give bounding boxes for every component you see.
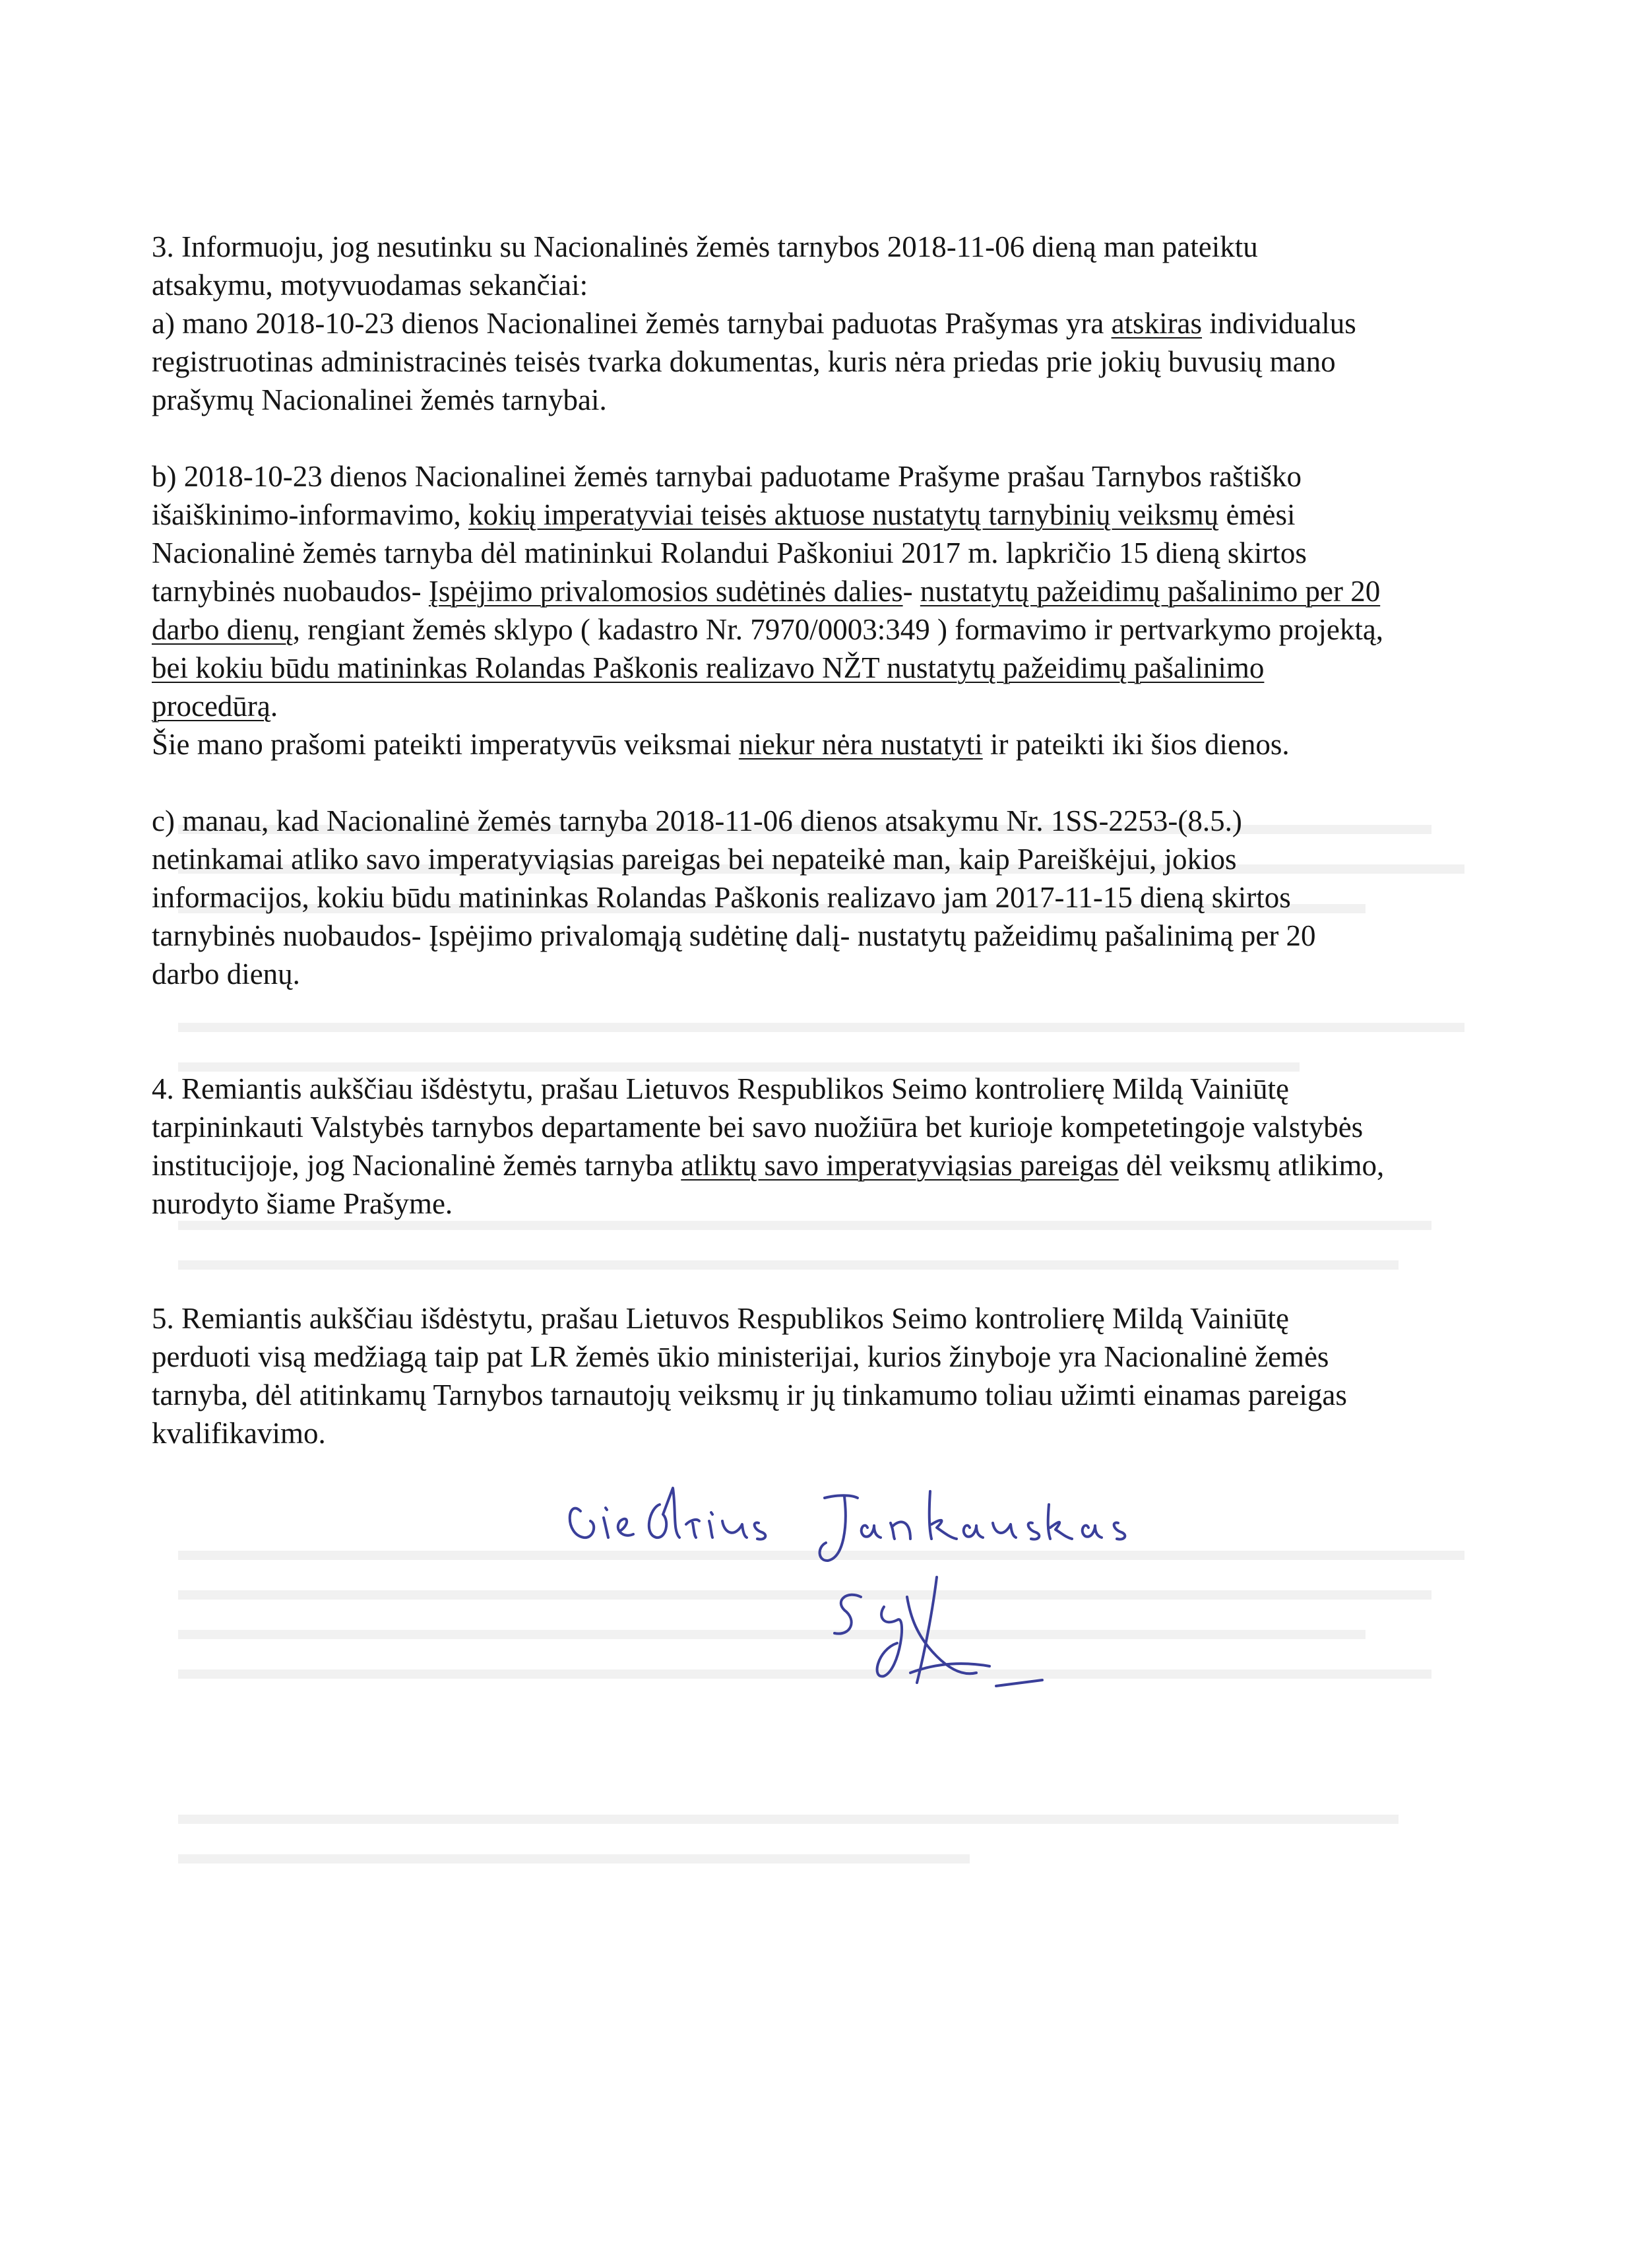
handwritten-signature (567, 1485, 1194, 1735)
underlined-warning-part: Įspėjimo privalomosios sudėtinės dalies (428, 575, 903, 608)
underlined-perform-duties: atliktų savo imperatyviąsias pareigas (681, 1149, 1119, 1182)
item-b-text: Šie mano prašomi pateikti imperatyvūs veiksmai (152, 728, 739, 761)
paragraph-3-line-2: atsakymu, motyvuodamas sekančiai: (152, 269, 588, 302)
document-body (152, 228, 1478, 1452)
item-a-line-3: prašymų Nacionalinei žemės tarnybai. (152, 383, 607, 416)
item-b-text: . (270, 690, 278, 723)
paragraph-4-line-3 (152, 1146, 1478, 1184)
paragraph-5-line-3: tarnyba, dėl atitinkamų Tarnybos tarnautojų veiksmų ir jų tinkamumo toliau užimti einamas pareigas (152, 1378, 1347, 1411)
underlined-atskiras: atskiras (1111, 307, 1203, 340)
item-a-line-2: registruotinas administracinės teisės tvarka dokumentas, kuris nėra priedas prie jokių buvusių mano (152, 345, 1336, 378)
item-b-text: , rengiant žemės sklypo ( kadastro Nr. 7970/0003:349 ) formavimo ir pertvarkymo projektą, (292, 613, 1384, 646)
item-c-line-2: netinkamai atliko savo imperatyviąsias pareigas bei nepateikė man, kaip Pareiškėjui, jokios (152, 843, 1237, 876)
item-c-line-1: c) manau, kad Nacionalinė žemės tarnyba 2018-11-06 dienos atsakymu Nr. 1SS-2253-(8.5.) (152, 804, 1242, 837)
item-b-line-7 (152, 687, 1478, 725)
spacer (152, 419, 1478, 457)
item-c-line-4: tarnybinės nuobaudos- Įspėjimo privalomąją sudėtinę dalį- nustatytų pažeidimų pašalinimą per 20 (152, 919, 1316, 952)
underlined-procedure: procedūrą (152, 690, 270, 723)
paragraph-5-line-4: kvalifikavimo. (152, 1417, 326, 1450)
paragraph-4-text-end: dėl veiksmų atlikimo, (1118, 1149, 1385, 1182)
item-b-line-3: Nacionalinė žemės tarnyba dėl matininkui Rolandui Paškoniui 2017 m. lapkričio 15 dieną skirtos (152, 536, 1307, 569)
spacer (152, 993, 1478, 1031)
spacer (152, 1223, 1478, 1261)
item-b-text-end: ir pateikti iki šios dienos. (982, 728, 1290, 761)
signature-name-last (820, 1491, 1125, 1561)
signature-scrawl (834, 1577, 1042, 1686)
item-b-text: tarnybinės nuobaudos- (152, 575, 429, 608)
underlined-work-days: darbo dienų (152, 613, 293, 646)
spacer (152, 1031, 1478, 1070)
item-c-line-3: informacijos, kokiu būdu matininkas Rolandas Paškonis realizavo jam 2017-11-15 dieną skirtos (152, 881, 1291, 914)
underlined-violation-removal: nustatytų pažeidimų pašalinimo per 20 (920, 575, 1381, 608)
spacer (152, 763, 1478, 802)
paragraph-4-line-1: 4. Remiantis aukščiau išdėstytu, prašau Lietuvos Respublikos Seimo kontrolierę Mildą Vainiūtę (152, 1072, 1289, 1105)
item-b-text: išaiškinimo-informavimo, (152, 498, 468, 531)
spacer (152, 1261, 1478, 1299)
signature-name-first (570, 1488, 766, 1539)
item-b-line-6 (152, 649, 1478, 687)
paragraph-3-line-1: 3. Informuoju, jog nesutinku su Nacionalinės žemės tarnybos 2018-11-06 dieną man pateiktu (152, 230, 1258, 263)
item-a-text-end: individualus (1202, 307, 1356, 340)
item-b-text-end: ėmėsi (1218, 498, 1296, 531)
paragraph-5-line-1: 5. Remiantis aukščiau išdėstytu, prašau Lietuvos Respublikos Seimo kontrolierę Mildą Vainiūtę (152, 1302, 1289, 1335)
item-a-line-1 (152, 304, 1478, 342)
underlined-imperative-actions: kokių imperatyviai teisės aktuose nustatytų tarnybinių veiksmų (468, 498, 1219, 531)
paragraph-4-line-2: tarpininkauti Valstybės tarnybos departamente bei savo nuožiūra bet kurioje kompetetingoje valstybės (152, 1111, 1364, 1144)
paragraph-5-line-2: perduoti visą medžiagą taip pat LR žemės ūkio ministerijai, kurios žinyboje yra Nacionalinė žemės (152, 1340, 1329, 1373)
underlined-realization: bei kokiu būdu matininkas Rolandas Paškonis realizavo NŽT nustatytų pažeidimų pašalinimo (152, 651, 1265, 684)
item-b-line-8 (152, 725, 1478, 763)
item-b-line-2 (152, 496, 1478, 534)
paragraph-4-line-4: nurodyto šiame Prašyme. (152, 1187, 453, 1220)
item-b-line-4 (152, 572, 1478, 610)
item-c-line-5: darbo dienų. (152, 957, 300, 990)
item-a-text: a) mano 2018-10-23 dienos Nacionalinei žemės tarnybai paduotas Prašymas yra (152, 307, 1112, 340)
paragraph-4-text: institucijoje, jog Nacionalinė žemės tarnyba (152, 1149, 681, 1182)
item-b-line-5 (152, 610, 1478, 649)
item-b-line-1: b) 2018-10-23 dienos Nacionalinei žemės tarnybai paduotame Prašyme prašau Tarnybos raštiško (152, 460, 1302, 493)
underlined-not-established: niekur nėra nustatyti (738, 728, 983, 761)
item-b-text: - (902, 575, 920, 608)
